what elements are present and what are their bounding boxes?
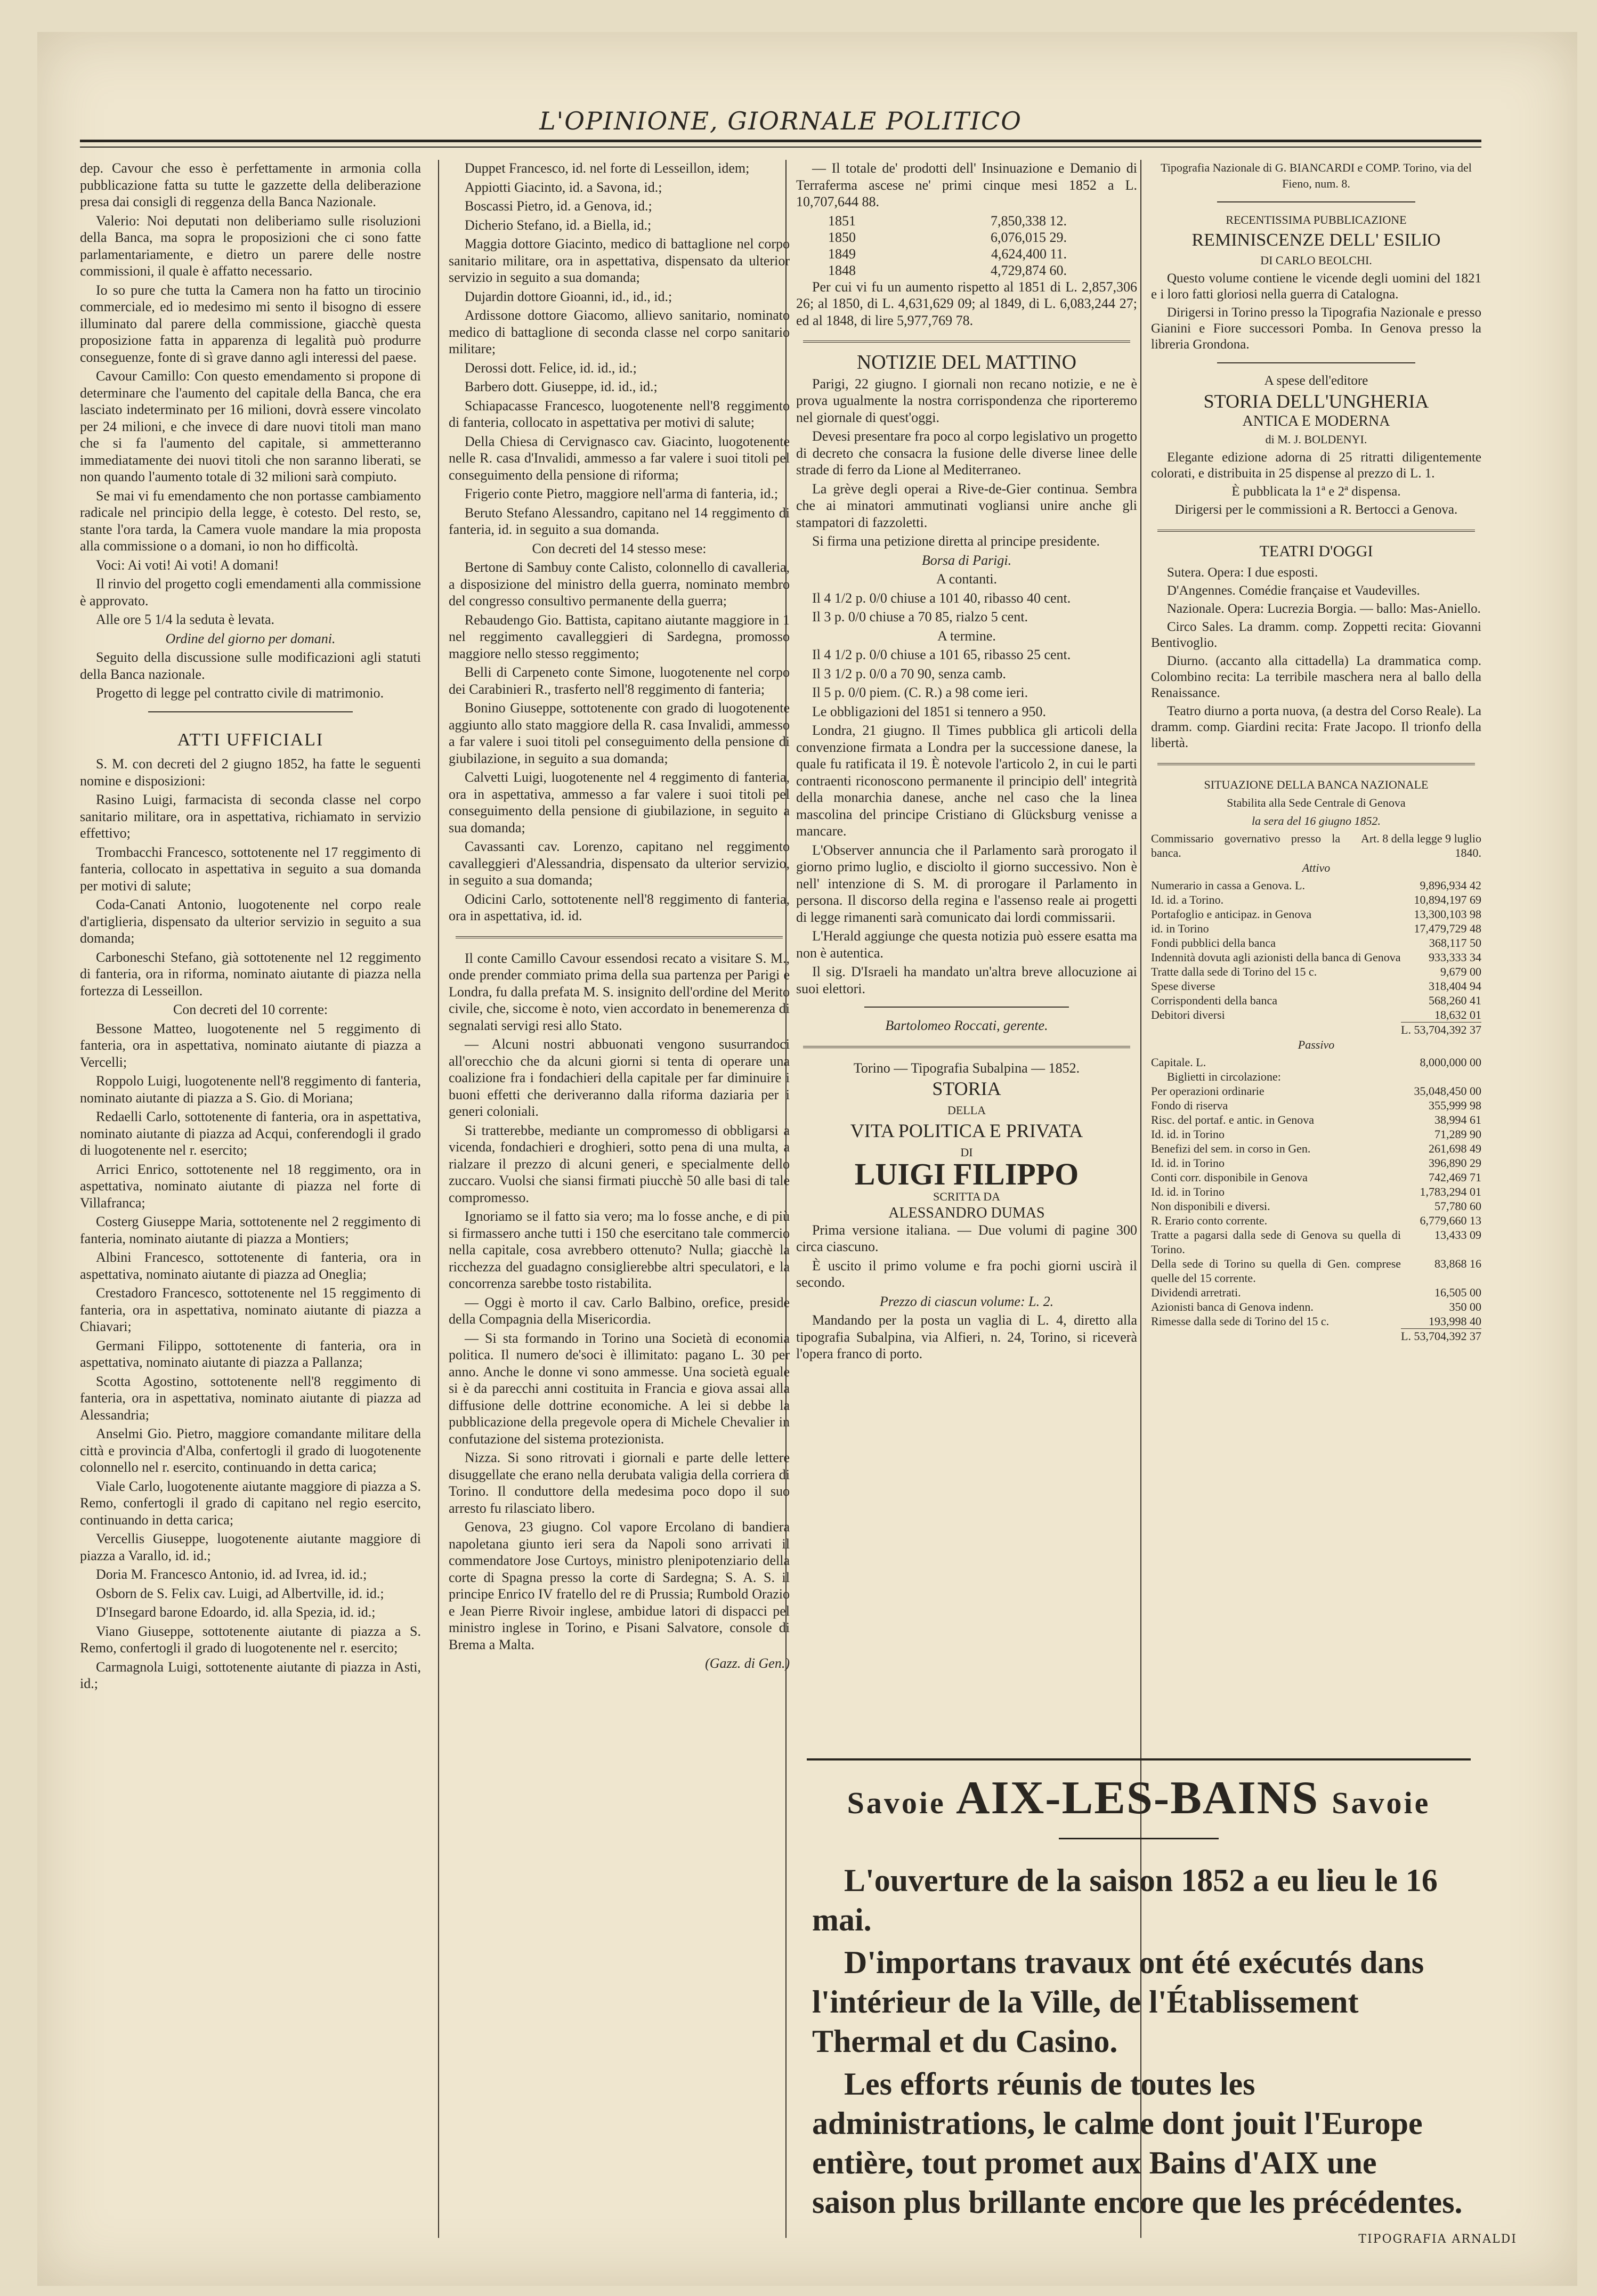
table-row [1151, 1141, 1481, 1156]
table-cell: Fondi pubblici della banca [1151, 936, 1276, 950]
ad-title: REMINISCENZE DELL' ESILIO [1191, 230, 1441, 250]
paragraph: Scotta Agostino, sottotenente nell'8 reggimento di fanteria, ora in aspettativa, nominato aiutante di piazza ad Alessandria; [80, 1373, 421, 1423]
paragraph: Progetto di legge pel contratto civile di matrimonio. [96, 685, 384, 701]
subheading: SITUAZIONE DELLA BANCA NAZIONALE [1204, 778, 1429, 791]
table-row [1151, 878, 1481, 893]
table-row [1151, 1285, 1481, 1300]
column-3 [796, 160, 1137, 1753]
table-cell: Biglietti in circolazione: [1167, 1070, 1281, 1083]
table-row [1151, 1213, 1481, 1228]
paragraph: Beruto Stefano Alessandro, capitano nel 14 reggimento di fanteria, id. in seguito a sua domanda. [449, 505, 790, 537]
table-row [1151, 1055, 1481, 1069]
masthead: L'OPINIONE, GIORNALE POLITICO [539, 107, 1022, 135]
table-cell: 17,479,729 48 [1414, 922, 1481, 935]
bank-header [1151, 831, 1481, 860]
paragraph: Osborn de S. Felix cav. Luigi, ad Albertville, id. id.; [96, 1585, 384, 1601]
paragraph: Coda-Canati Antonio, luogotenente nel corpo reale d'artiglieria, dispensato da ulterior servizio in seguito a sua domanda; [80, 897, 421, 946]
table-cell: Capitale. L. [1151, 1056, 1206, 1069]
ad-title: LUIGI FILIPPO [854, 1157, 1079, 1191]
table-row [1151, 950, 1481, 964]
paragraph: Nazionale. Opera: Lucrezia Borgia. — ballo: Mas-Aniello. [1167, 602, 1481, 616]
table-cell: 38,994 61 [1434, 1113, 1481, 1126]
table-cell: 8,000,000 00 [1420, 1056, 1481, 1069]
paragraph: Bonino Giuseppe, sottotenente con grado di luogotenente aggiunto allo stato maggiore della R. casa Invalidi, ammesso a far valere i suoi titoli pel conseguimento della pensione di giubilazione, in seguito a sua domanda; [449, 700, 790, 766]
table-row [1151, 921, 1481, 936]
ad-body [796, 1861, 1481, 2222]
table-row [1151, 1228, 1481, 1256]
table-row [1151, 1113, 1481, 1127]
table-row [1151, 1256, 1481, 1285]
table-cell: 7,850,338 12. [991, 213, 1067, 229]
paragraph: Il 4 1/2 p. 0/0 chiuse a 101 40, ribasso 40 cent. [812, 590, 1071, 606]
paragraph: Cavassanti cav. Lorenzo, capitano nel reggimento cavalleggieri d'Alessandria, dispensato da ulterior servizio, in seguito a sua domanda; [449, 839, 790, 888]
commissario: Commissario governativo presso la banca. [1151, 832, 1341, 859]
paragraph: La grève degli operai a Rive-de-Gier continua. Sembra che ai minatori ammutinati vogliansi unire anche gli stampatori di fazzoletti. [796, 481, 1137, 530]
paragraph: È uscito il primo volume e fra pochi giorni uscirà il secondo. [796, 1257, 1137, 1290]
paragraph: Derossi dott. Felice, id. id., id.; [465, 360, 637, 376]
column-divider [438, 160, 439, 2238]
paragraph: Il 5 p. 0/0 piem. (C. R.) a 98 come ieri. [812, 685, 1028, 700]
paragraph: Si tratterebbe, mediante un compromesso di obbligarsi a vicenda, fondachieri e droghieri, sotto pena di una multa, a rialzare il prezzo di alcuni generi, e specialmente dello zuccaro. Vuolsi che siansi firmati piucchè 50 alle basi di tale compromesso. [449, 1122, 790, 1205]
table-row [828, 229, 1067, 246]
separator [1157, 763, 1474, 765]
paragraph: Bertone di Sambuy conte Calisto, colonnello di cavalleria, a disposizione del ministro della guerra, nominato membro del congresso consultivo permanente della guerra; [449, 559, 790, 609]
legge-ref: Art. 8 della legge 9 luglio 1840. [1360, 832, 1481, 859]
paragraph: Carboneschi Stefano, già sottotenente nel 12 reggimento di fanteria, ora in riforma, nominato aiutante di piazza nella fortezza di Lesseillon. [80, 949, 421, 999]
paragraph: Dirigersi per le commissioni a R. Bertocci a Genova. [1174, 502, 1458, 517]
total-cell: L. 53,704,392 37 [1401, 1023, 1481, 1036]
paragraph: Roppolo Luigi, luogotenente nell'8 reggimento di fanteria, nominato aiutante di piazza a S. Gio. di Moriana; [80, 1073, 421, 1106]
column-2 [449, 160, 790, 2238]
table-cell: id. in Torino [1151, 922, 1209, 935]
table-cell: 6,076,015 29. [991, 229, 1067, 245]
separator [864, 1007, 1069, 1008]
table-cell: Indennità dovuta agli azionisti della banca di Genova [1151, 951, 1401, 964]
table-cell: Corrispondenti della banca [1151, 994, 1278, 1007]
table-cell: Debitori diversi [1151, 1008, 1225, 1021]
paragraph: Calvetti Luigi, luogotenente nel 4 reggimento di fanteria, ora in aspettativa, ammesso a far valere i suoi titoli pel conseguimento della pensione di giubilazione, in seguito a sua domanda; [449, 769, 790, 835]
paragraph: Parigi, 22 giugno. I giornali non recano notizie, e ne è prova ugualmente la nostra corrispondenza che riporteremo nel giornale di quest'oggi. [796, 376, 1137, 425]
paragraph: Le obbligazioni del 1851 si tennero a 950. [812, 703, 1047, 719]
paragraph: Doria M. Francesco Antonio, id. ad Ivrea, id. id.; [96, 1567, 367, 1582]
ad-paragraph: L'ouverture de la saison 1852 a eu lieu le 16 mai. [812, 1863, 1438, 1937]
table-row [828, 213, 1067, 229]
ad-headline-right: Savoie [1332, 1786, 1431, 1820]
printer-credit: TIPOGRAFIA ARNALDI [1358, 2233, 1517, 2246]
paragraph: — Oggi è morto il cav. Carlo Balbino, orefice, preside della Compagnia della Misericordia. [449, 1294, 790, 1327]
paragraph: — Si sta formando in Torino una Società di economia politica. Il numero de'soci è illimitato: pagano L. 30 per anno. Anche le donne vi sono ammesse. Una società eguale si è da parecchi anni costituita in Francia e giova assai alla diffusione delle dottrine economiche. A lei si debbe la pubblicazione della pregevole opera di Michele Chevalier in confutazione del sistema protezionista. [449, 1330, 790, 1447]
separator [803, 340, 1130, 343]
paragraph: Belli di Carpeneto conte Simone, luogotenente nel corpo dei Carabinieri R., trasferto nell'8 reggimento di fanteria; [449, 664, 790, 697]
paragraph: Germani Filippo, sottotenente di fanteria, ora in aspettativa, nominato aiutante di piazza a Pallanza; [80, 1337, 421, 1370]
table-row [1151, 1300, 1481, 1314]
subheading: A contanti. [936, 571, 998, 587]
paragraph: Bessone Matteo, luogotenente nel 5 reggimento di fanteria, ora in aspettativa, nominato aiutante di piazza a Vercelli; [80, 1020, 421, 1070]
subheading: Stabilita alla Sede Centrale di Genova [1227, 796, 1406, 809]
passivo-table [1151, 1055, 1481, 1343]
table-cell: 1850 [828, 229, 856, 245]
table-cell: Rimesse dalla sede di Torino del 15 c. [1151, 1315, 1330, 1328]
paragraph: L'Herald aggiunge che questa notizia può essere esatta ma non è autentica. [796, 928, 1137, 961]
table-cell: 1851 [828, 213, 856, 229]
paragraph: Il 3 1/2 p. 0/0 a 70 90, senza camb. [812, 666, 1006, 682]
table-cell: Non disponibili e diversi. [1151, 1199, 1270, 1213]
paragraph: Rebaudengo Gio. Battista, capitano aiutante maggiore in 1 nel reggimento cavalleggieri di Sardegna, promosso maggiore nello stesso reggimento; [449, 612, 790, 661]
paragraph: Rasino Luigi, farmacista di seconda classe nel corpo sanitario militare, ora in aspettativa, richiamato in servizio effettivo; [80, 792, 421, 841]
table-cell: 355,999 98 [1429, 1099, 1481, 1112]
paragraph: Si firma una petizione diretta al principe presidente. [812, 533, 1100, 549]
section-heading: TEATRI D'OGGI [1259, 542, 1373, 560]
attivo-table [1151, 878, 1481, 1037]
table-row [1151, 1184, 1481, 1199]
table-cell: Fondo di riserva [1151, 1099, 1228, 1112]
paragraph: Devesi presentare fra poco al corpo legislativo un progetto di decreto che consacra la fusione delle diverse linee delle strade di ferro da Lione al Mediterraneo. [796, 428, 1137, 477]
table-cell: Della sede di Torino su quella di Gen. comprese quelle del 15 corrente. [1151, 1257, 1401, 1285]
subheading: A spese dell'editore [1264, 374, 1368, 388]
subheading: di M. J. BOLDENYI. [1265, 433, 1367, 446]
paragraph: Nizza. Si sono ritrovati i giornali e parte delle lettere disuggellate che erano nella derubata valigia della corriera di Torino. Il conduttore della medesima poco dopo il suo arresto fu rilasciato libero. [449, 1450, 790, 1516]
table-cell: 350 00 [1449, 1300, 1481, 1313]
table-row [1151, 907, 1481, 921]
table-cell: Risc. del portaf. e antic. in Genova [1151, 1113, 1315, 1126]
paragraph: Barbero dott. Giuseppe, id. id., id.; [465, 379, 658, 394]
ad-paragraph: Les efforts réunis de toutes les administrations, le calme dont jouit l'Europe entière, tout promet aux Bains d'AIX une saison plus brillante encore que les précédentes. [812, 2066, 1463, 2220]
paragraph: D'Insegard barone Edoardo, id. alla Spezia, id. id.; [96, 1604, 376, 1620]
paragraph: Mandando per la posta un vaglia di L. 4, diretto alla tipografia Subalpina, via Alfieri, n. 24, Torino, si riceverà l'opera franco di porto. [796, 1312, 1137, 1361]
table-row [1151, 893, 1481, 907]
table-row [1151, 993, 1481, 1008]
paragraph: Circo Sales. La dramm. comp. Zoppetti recita: Giovanni Bentivoglio. [1151, 620, 1481, 650]
paragraph: S. M. con decreti del 2 giugno 1852, ha fatte le seguenti nomine e disposizioni: [80, 756, 421, 789]
source-credit: (Gazz. di Gen.) [705, 1656, 790, 1671]
separator [148, 711, 353, 712]
subheading: DI CARLO BEOLCHI. [1260, 254, 1372, 267]
aix-les-bains-advertisement [796, 1758, 1481, 2249]
table-cell: 193,998 40 [1429, 1315, 1481, 1328]
table-cell: 13,300,103 98 [1414, 907, 1481, 921]
ad-title: DI [960, 1145, 973, 1159]
paragraph: Il 3 p. 0/0 chiuse a 70 85, rialzo 5 cent. [812, 609, 1028, 624]
separator [1157, 530, 1474, 532]
ad-title: STORIA [932, 1078, 1001, 1099]
table-cell: 1848 [828, 262, 856, 278]
table-cell: R. Erario conto corrente. [1151, 1214, 1268, 1227]
section-heading: ATTI UFFICIALI [177, 729, 324, 750]
table-cell: 396,890 29 [1429, 1156, 1481, 1170]
table-cell: 9,896,934 42 [1420, 879, 1481, 892]
paragraph: Alle ore 5 1/4 la seduta è levata. [96, 612, 274, 627]
ad-headline-main: AIX-LES-BAINS [955, 1772, 1319, 1824]
printer-line: Tipografia Nazionale di G. BIANCARDI e COMP. Torino, via del Fieno, num. 8. [1161, 161, 1472, 190]
table-cell [1401, 1069, 1481, 1084]
paragraph: Appiotti Giacinto, id. a Savona, id.; [465, 179, 662, 195]
subheading: A termine. [937, 628, 996, 644]
table-cell: Portafoglio e anticipaz. in Genova [1151, 907, 1312, 921]
paragraph: L'Observer annuncia che il Parlamento sarà prorogato il giorno primo luglio, e disciolto il giorno successivo. Non è nell' intenzione di S. M. di prorogare il Parlamento in persona. Il discorso della regina e l'assenso reale ai progetti di legge rimanenti sarà comunicato dai lordi commissarii. [796, 842, 1137, 925]
ad-paragraph: D'importans travaux ont été exécutés dans l'intérieur de la Ville, de l'Établissement Thermal et du Casino. [812, 1945, 1424, 2059]
table-cell: Numerario in cassa a Genova. L. [1151, 879, 1305, 892]
paragraph: Cavour Camillo: Con questo emendamento si propone di determinare che l'aumento del capitale della Banca, che era lasciato indeterminato per 16 milioni, dovrà essere vincolato per 24 milioni, e che invece di dare nuovi titoli man mano che si fa l'aumento del capitale, si ammetteranno immediatamente dei nuovi titoli che non saranno liberati, se non quando l'aumento totale di 32 milioni sarà compiuto. [80, 368, 421, 484]
paragraph: Boscassi Pietro, id. a Genova, id.; [465, 198, 652, 214]
paragraph: Questo volume contiene le vicende degli uomini del 1821 e i loro fatti gloriosi nella guerra di Catalogna. [1151, 271, 1481, 302]
table-cell: 933,333 34 [1429, 951, 1481, 964]
table-cell: 83,868 16 [1434, 1257, 1481, 1270]
table-cell: Id. id. in Torino [1151, 1127, 1225, 1141]
table-cell: Tratte dalla sede di Torino del 15 c. [1151, 965, 1317, 978]
paragraph: Ardissone dottore Giacomo, allievo sanitario, nominato medico di battaglione di seconda classe nel corpo sanitario militare; [449, 307, 790, 356]
table-row [1151, 1084, 1481, 1098]
table-cell: Id. id. a Torino. [1151, 893, 1224, 906]
paragraph: Il sig. D'Israeli ha mandato un'altra breve allocuzione ai suoi elettori. [796, 964, 1137, 996]
paragraph: Per cui vi fu un aumento rispetto al 1851 di L. 2,857,306 26; al 1850, di L. 4,631,629 09; al 1849, di L. 6,083,244 27; ed al 1848, di lire 5,977,769 78. [796, 279, 1137, 328]
subheading: la sera del 16 giugno 1852. [1252, 814, 1381, 827]
paragraph: Con decreti del 10 corrente: [173, 1002, 328, 1017]
separator [807, 1758, 1471, 1760]
table-cell: 57,780 60 [1434, 1199, 1481, 1213]
separator [1217, 362, 1415, 363]
table-row [1151, 1098, 1481, 1113]
table-row [1151, 1329, 1481, 1344]
subheading: Passivo [1298, 1038, 1335, 1051]
paragraph: Ignoriamo se il fatto sia vero; ma lo fosse anche, e di più si firmassero anche tutti i 150 che esercitano tale commercio nella capitale, cosa avrebbero ottenuto? Nulla; giacchè la ricchezza del guadagno consiglierebbe altri speculatori, e la concorrenza sarebbe tosto ristabilita. [449, 1208, 790, 1291]
table-cell: Conti corr. disponibile in Genova [1151, 1171, 1308, 1184]
table-cell: Spese diverse [1151, 979, 1215, 993]
paragraph: È pubblicata la 1ª e 2ª dispensa. [1231, 484, 1401, 499]
paragraph: Anselmi Gio. Pietro, maggiore comandante militare della città e provincia d'Alba, confertogli il grado di luogotenente colonnello nel r. esercito, continuando in detta carica; [80, 1426, 421, 1475]
column-1 [80, 160, 421, 2238]
separator [456, 936, 783, 938]
table-cell: 16,505 00 [1434, 1286, 1481, 1299]
table-row [828, 246, 1067, 262]
ad-headline-left: Savoie [847, 1786, 946, 1820]
paragraph: Carmagnola Luigi, sottotenente aiutante di piazza in Asti, id.; [80, 1659, 421, 1691]
paragraph: Elegante edizione adorna di 25 ritratti diligentemente colorati, e distribuita in 25 dispense al prezzo di L. 1. [1151, 450, 1481, 481]
paragraph: Londra, 21 giugno. Il Times pubblica gli articoli della convenzione firmata a Londra per la successione danese, la quale fu ratificata il 19. È notevole l'articolo 2, in cui le parti contraenti riconoscono permanente il principio dell' integrità della monarchia danese, anche nel caso che la linea mascolina del principe Cristiano di Glücksburg venisse a mancare. [796, 723, 1137, 839]
paragraph: Prezzo di ciascun volume: L. 2. [879, 1293, 1054, 1309]
paragraph: Vercellis Giuseppe, luogotenente aiutante maggiore di piazza a Varallo, id. id.; [80, 1531, 421, 1563]
paragraph: Voci: Ai voti! Ai voti! A domani! [96, 557, 279, 573]
table-row [1151, 1023, 1481, 1037]
ad-title: STORIA DELL'UNGHERIA [1203, 391, 1429, 412]
paragraph: Arrici Enrico, sottotenente nel 18 reggimento, ora in aspettativa, nominato aiutante di piazza nel forte di Villafranca; [80, 1161, 421, 1211]
table-row [1151, 1008, 1481, 1023]
paragraph: D'Angennes. Comédie française et Vaudevilles. [1167, 583, 1420, 598]
table-row [1151, 1170, 1481, 1184]
table-cell: 318,404 94 [1429, 979, 1481, 993]
paragraph: Costerg Giuseppe Maria, sottotenente nel 2 reggimento di fanteria, nominato aiutante di piazza a Montiers; [80, 1214, 421, 1246]
separator [803, 1046, 1130, 1048]
table-cell: 6,779,660 13 [1420, 1214, 1481, 1227]
table-cell: 35,048,450 00 [1414, 1084, 1481, 1098]
paragraph: Albini Francesco, sottotenente di fanteria, ora in aspettativa, nominato aiutante di piazza ad Oneglia; [80, 1250, 421, 1282]
paragraph: Se mai vi fu emendamento che non portasse cambiamento radicale nel principio della legge, è cotesto. Del resto, se, stante l'ora tarda, la Camera vuole mandare la mia proposta alla commissione o a domani, io non ho difficoltà. [80, 488, 421, 554]
masthead-rule [80, 140, 1481, 148]
table-row [1151, 979, 1481, 993]
paragraph: Dicherio Stefano, id. a Biella, id.; [465, 217, 652, 233]
paragraph: Il conte Camillo Cavour essendosi recato a visitare S. M., onde prender commiato prima della sua partenza per Parigi e Londra, fu dalla prefata M. S. insignito dell'ordine del Merito civile, che, siccome è noto, vien accordato in benemerenza di segnalati servigi resi allo Stato. [449, 950, 790, 1033]
table-cell: 10,894,197 69 [1414, 893, 1481, 906]
separator [1217, 201, 1415, 202]
subheading: ANTICA E MODERNA [1242, 413, 1390, 429]
ad-title: VITA POLITICA E PRIVATA [850, 1120, 1083, 1141]
paragraph: Il rinvio del progetto cogli emendamenti alla commissione è approvato. [80, 576, 421, 609]
table-cell: 568,260 41 [1429, 994, 1481, 1007]
table-cell: 4,729,874 60. [991, 262, 1067, 278]
separator [1059, 1838, 1219, 1839]
column-4 [1151, 160, 1481, 1753]
table-cell: 261,698 49 [1429, 1142, 1481, 1155]
total-cell: L. 53,704,392 37 [1401, 1329, 1481, 1343]
table-cell: 742,469 71 [1429, 1171, 1481, 1184]
subheading: Attivo [1302, 861, 1331, 874]
table-row [1151, 1156, 1481, 1170]
paragraph: Maggia dottore Giacinto, medico di battaglione nel corpo sanitario militare, ora in aspettativa, dispensato da ulterior servizio in seguito a sua domanda; [449, 236, 790, 285]
paragraph: Duppet Francesco, id. nel forte di Lesseillon, idem; [465, 160, 750, 176]
paragraph: Genova, 23 giugno. Col vapore Ercolano di bandiera napoletana giunto ieri sera da Napoli sono arrivati il commendatore Jose Curtoys, ministro plenipotenziario della corte di Spagna presso la corte di Sardegna; S. A. S. il principe Enrico IV fratello del re di Prussia; Rumbold Orazio e Jean Pierre Rivoir inglese, ambidue latori di dispacci pel ministro inglese in Torino, e Pisani Salvatore, console di Brema a Malta. [449, 1519, 790, 1652]
paragraph: Dirigersi in Torino presso la Tipografia Nazionale e presso Gianini e Fiore successori Pomba. In Genova presso la libreria Grondona. [1151, 305, 1481, 352]
paragraph: Prima versione italiana. — Due volumi di pagine 300 circa ciascuno. [796, 1222, 1137, 1254]
table-cell: Id. id. in Torino [1151, 1156, 1225, 1170]
table-cell: 9,679 00 [1440, 965, 1481, 978]
table-row [1151, 1127, 1481, 1141]
table-cell: 1849 [828, 246, 856, 262]
paragraph: Diurno. (accanto alla cittadella) La drammatica comp. Colombino recita: La terribile maschera nera al ballo della Renaissance. [1151, 654, 1481, 700]
paragraph: Schiapacasse Francesco, luogotenente nell'8 reggimento di fanteria, collocato in aspettativa per motivi di salute; [449, 397, 790, 430]
table-cell: 18,632 01 [1434, 1008, 1481, 1021]
paragraph: Odicini Carlo, sottotenente nell'8 reggimento di fanteria, ora in aspettativa, id. id. [449, 891, 790, 923]
paragraph: Sutera. Opera: I due esposti. [1167, 565, 1318, 580]
table-row [1151, 1314, 1481, 1329]
table-row [828, 262, 1067, 279]
paragraph: Della Chiesa di Cervignasco cav. Giacinto, luogotenente nelle R. casa d'Invalidi, ammesso a far valere i suoi titoli pel conseguimento della pensione di riforma; [449, 433, 790, 483]
table-cell: 1,783,294 01 [1420, 1185, 1481, 1198]
paragraph: Il 4 1/2 p. 0/0 chiuse a 101 65, ribasso 25 cent. [812, 647, 1071, 662]
paragraph: Frigerio conte Pietro, maggiore nell'arma di fanteria, id.; [465, 486, 779, 501]
table-cell: Benefizi del sem. in corso in Gen. [1151, 1142, 1311, 1155]
table-cell: Per operazioni ordinarie [1151, 1084, 1264, 1098]
revenue-table [828, 213, 1067, 279]
paragraph: Con decreti del 14 stesso mese: [532, 540, 707, 556]
paragraph: Dujardin dottore Gioanni, id., id., id.; [465, 288, 672, 304]
subheading: Borsa di Parigi. [921, 552, 1012, 568]
table-row [1151, 1069, 1481, 1084]
paragraph: Valerio: Noi deputati non deliberiamo sulle risoluzioni della Banca, ma sopra le proposizioni che ci sono fatte parlamentariamente, e dietro un parere delle nostre commissioni, il quale è affatto necessario. [80, 213, 421, 279]
table-cell: Id. id. in Torino [1151, 1185, 1225, 1198]
table-cell: Azionisti banca di Genova indenn. [1151, 1300, 1314, 1313]
paragraph: — Il totale de' prodotti dell' Insinuazione e Demanio di Terraferma ascese ne' primi cinque mesi 1852 a L. 10,707,644 88. [796, 160, 1137, 209]
paragraph: — Alcuni nostri abbuonati vengono susurrandoci all'orecchio che da alcuni giorni si tenta di operare una coalizione fra i fondachieri della capitale per far diminuire i buoni effetti che deriveranno dalla riforma daziaria per i generi coloniali. [449, 1036, 790, 1119]
paragraph: Teatro diurno a porta nuova, (a destra del Corso Reale). La dramm. comp. Giardini recita: Frate Jacopo. Il trionfo della libertà. [1151, 704, 1481, 750]
table-row [1151, 964, 1481, 979]
paragraph: Trombacchi Francesco, sottotenente nel 17 reggimento di fanteria, collocato in aspettativa in seguito a sua domanda per motivi di salute; [80, 844, 421, 894]
paragraph: Crestadoro Francesco, sottotenente nel 15 reggimento di fanteria, ora in aspettativa, nominato aiutante di piazza a Chiavari; [80, 1285, 421, 1334]
section-heading: NOTIZIE DEL MATTINO [856, 351, 1077, 374]
paragraph: Seguito della discussione sulle modificazioni agli statuti della Banca nazionale. [80, 650, 421, 682]
ad-title: SCRITTA DA [933, 1189, 1000, 1203]
paragraph: Viano Giuseppe, sottotenente aiutante di piazza a S. Remo, confertogli il grado di luogotenente nel r. esercito; [80, 1623, 421, 1656]
subheading: RECENTISSIMA PUBBLICAZIONE [1226, 213, 1407, 226]
ad-headline [796, 1771, 1481, 1825]
gerente: Bartolomeo Roccati, gerente. [885, 1018, 1048, 1033]
table-cell: 368,117 50 [1429, 936, 1481, 950]
paragraph: Io so pure che tutta la Camera non ha fatto un tirocinio commerciale, ed io medesimo mi sento il bisogno di essere illuminato dal parere della commissione, giacchè questa proposizione fatta in apparenza di legalità può produrre conseguenze, fonte di sì grave danno agli interessi del paese. [80, 282, 421, 365]
paragraph: Ordine del giorno per domani. [165, 630, 336, 646]
table-row [1151, 1199, 1481, 1213]
table-cell: Tratte a pagarsi dalla sede di Genova su quella di Torino. [1151, 1228, 1401, 1256]
table-row [1151, 936, 1481, 950]
table-cell: Dividendi arretrati. [1151, 1286, 1241, 1299]
paragraph: dep. Cavour che esso è perfettamente in armonia colla pubblicazione fatta su tutte le gazzette della deliberazione presa dai consigli di reggenza della Banca Nazionale. [80, 160, 421, 209]
paragraph: Redaelli Carlo, sottotenente di fanteria, ora in aspettativa, nominato aiutante di piazza ad Acqui, conferendogli il grado di luogotenente nel r. esercito; [80, 1109, 421, 1158]
ad-title: ALESSANDRO DUMAS [888, 1205, 1045, 1221]
paragraph: Viale Carlo, luogotenente aiutante maggiore di piazza a S. Remo, confertogli il grado di capitano nel regio esercito, continuando in detta carica; [80, 1478, 421, 1528]
table-cell: 13,433 09 [1434, 1228, 1481, 1242]
table-cell: 71,289 90 [1434, 1127, 1481, 1141]
table-cell: 4,624,400 11. [991, 246, 1067, 262]
printer-line: Torino — Tipografia Subalpina — 1852. [853, 1060, 1080, 1076]
ad-title: DELLA [947, 1103, 986, 1117]
